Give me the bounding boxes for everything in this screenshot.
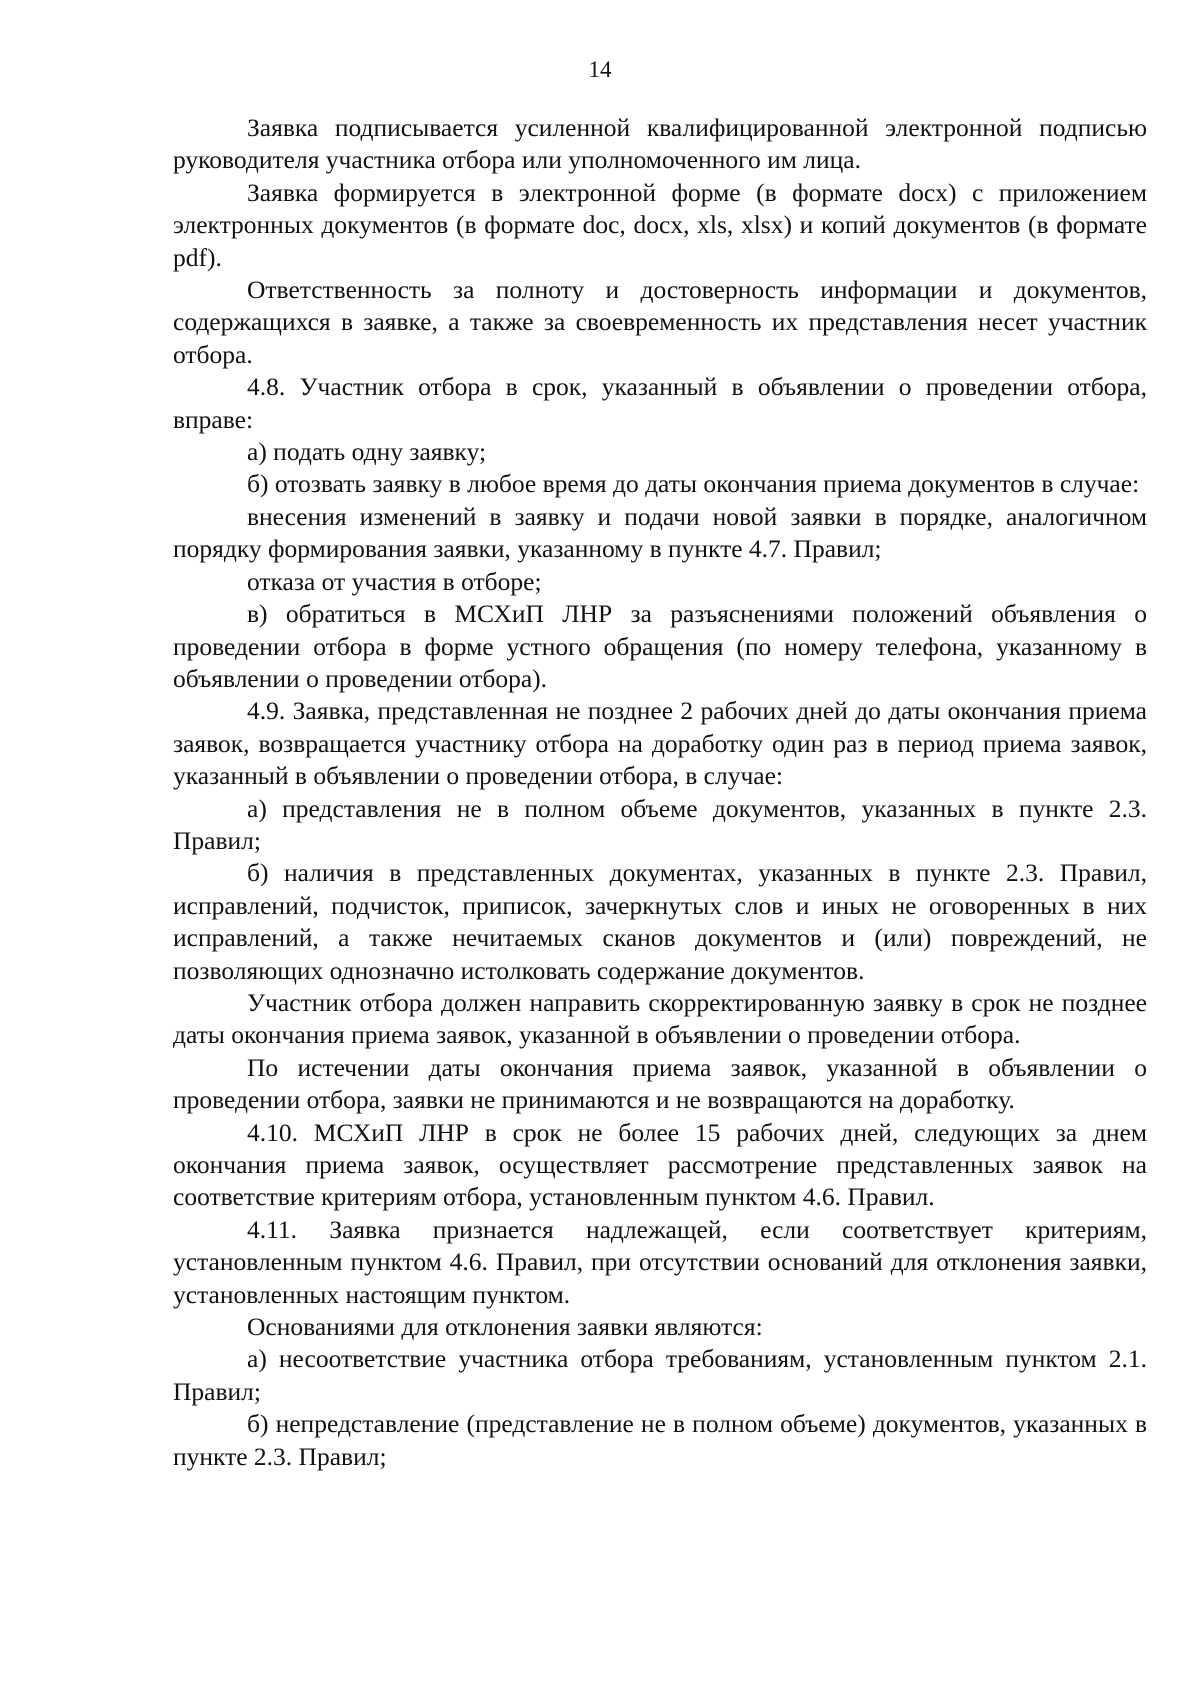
document-body (173, 112, 1147, 1473)
paragraph: Заявка формируется в электронной форме (в формате docx) с приложением электронных документов (в формате doc, docx, xls, xlsx) и копий документов (в формате pdf). (173, 177, 1147, 272)
paragraph: 4.9. Заявка, представленная не позднее 2 рабочих дней до даты окончания приема заявок, возвращается участнику отбора на доработку один раз в период приема заявок, указанный в объявлении о проведении отбора, в случае: (173, 696, 1147, 791)
paragraph: б) непредставление (представление не в полном объеме) документов, указанных в пункте 2.3. Правил; (173, 1409, 1147, 1471)
paragraph: а) подать одну заявку; (247, 437, 487, 467)
paragraph: внесения изменений в заявку и подачи новой заявки в порядке, аналогичном порядку формирования заявки, указанному в пункте 4.7. Правил; (173, 501, 1147, 564)
paragraph: Основаниями для отклонения заявки являются: (247, 1312, 763, 1342)
paragraph: По истечении даты окончания приема заявок, указанной в объявлении о проведении отбора, заявки не принимаются и не возвращаются на доработку. (173, 1052, 1147, 1115)
paragraph: 4.11. Заявка признается надлежащей, если соответствует критериям, установленным пунктом 4.6. Правил, при отсутствии оснований для отклонения заявки, установленных настоящим пунктом. (173, 1214, 1147, 1309)
paragraph: 4.8. Участник отбора в срок, указанный в объявлении о проведении отбора, вправе: (173, 372, 1147, 434)
paragraph: а) представления не в полном объеме документов, указанных в пункте 2.3. Правил; (173, 793, 1147, 855)
page-number: 14 (588, 57, 612, 82)
paragraph: Заявка подписывается усиленной квалифицированной электронной подписью руководителя участника отбора или уполномоченного им лица. (173, 113, 1147, 175)
paragraph: б) наличия в представленных документах, указанных в пункте 2.3. Правил, исправлений, подчисток, приписок, зачеркнутых слов и иных не оговоренных в них исправлений, а также нечитаемых сканов документов и (или) повреждений, не позволяющих однозначно истолковать содержание документов. (173, 858, 1147, 985)
paragraph: 4.10. МСХиП ЛНР в срок не более 15 рабочих дней, следующих за днем окончания приема заявок, осуществляет рассмотрение представленных заявок на соответствие критериям отбора, установленным пунктом 4.6. Правил. (173, 1117, 1147, 1212)
paragraph: Ответственность за полноту и достоверность информации и документов, содержащихся в заявке, а также за своевременность их представления несет участник отбора. (173, 275, 1147, 369)
paragraph: Участник отбора должен направить скорректированную заявку в срок не позднее даты окончания приема заявок, указанной в объявлении о проведении отбора. (173, 987, 1147, 1050)
paragraph: б) отозвать заявку в любое время до даты окончания приема документов в случае: (247, 469, 1140, 499)
paragraph: а) несоответствие участника отбора требованиям, установленным пунктом 2.1. Правил; (173, 1344, 1147, 1406)
paragraph: в) обратиться в МСХиП ЛНР за разъяснениями положений объявления о проведении отбора в форме устного обращения (по номеру телефона, указанному в объявлении о проведении отбора). (173, 599, 1147, 693)
paragraph: отказа от участия в отборе; (247, 566, 542, 596)
